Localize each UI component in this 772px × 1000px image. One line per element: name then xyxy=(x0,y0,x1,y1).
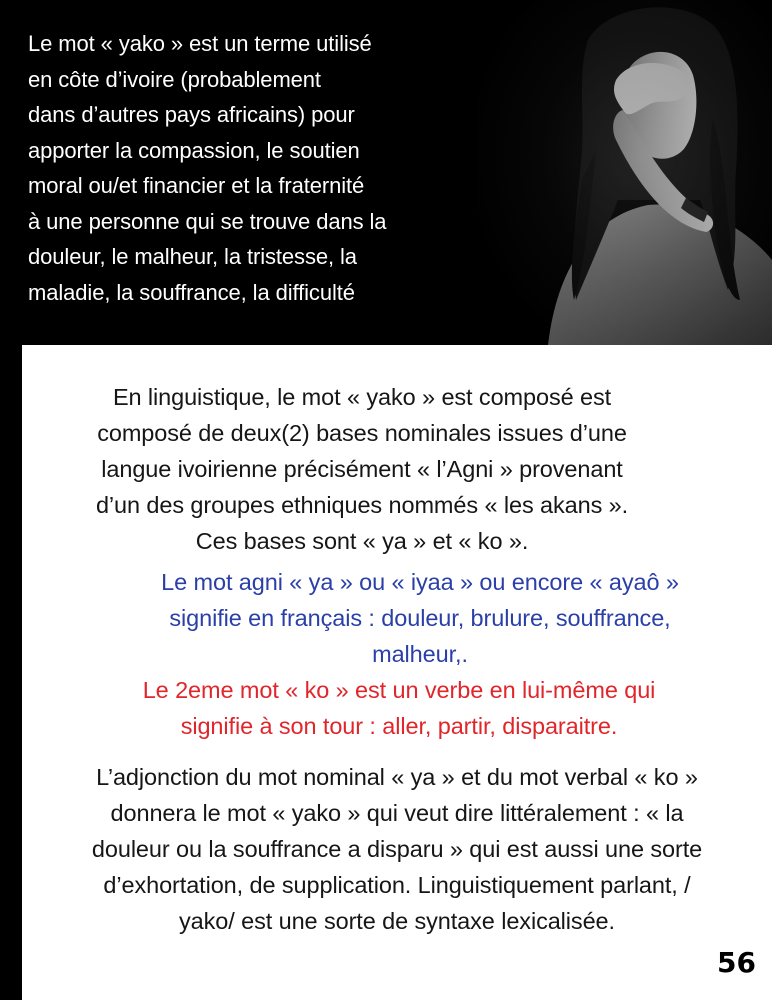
linguistics-paragraph: En linguistique, le mot « yako » est composé est composé de deux(2) bases nominales issues d’une langue ivoirienne précisément « l’Agni » provenant d’un des groupes ethniques nommés « les akans ». Ces bases sont « ya » et « ko ». xyxy=(95,384,629,554)
content-panel xyxy=(22,345,772,1000)
ko-meaning-paragraph: Le 2eme mot « ko » est un verbe en lui-même qui signifie à son tour : aller, partir, disparaitre. xyxy=(142,677,656,739)
grieving-woman-photo xyxy=(478,0,772,345)
ya-meaning-paragraph: Le mot agni « ya » ou « iyaa » ou encore « ayaô » signifie en français : douleur, brulure, souffrance, malheur,. xyxy=(161,569,679,667)
conclusion-paragraph: L’adjonction du mot nominal « ya » et du mot verbal « ko » donnera le mot « yako » qui veut dire littéralement : « la douleur ou la souffrance a disparu » qui est aussi une sorte d’exhortation, de supplication. Linguistiquement parlant, / yako/ est une sorte de syntaxe lexicalisée. xyxy=(91,764,703,934)
intro-header xyxy=(0,0,772,345)
page-number: 56 xyxy=(717,946,756,979)
intro-text: Le mot « yako » est un terme utilisé en côte d’ivoire (probablement dans d’autres pays africains) pour apporter la compassion, le soutien moral ou/et financier et la fraternité à une personne qui se trouve dans la douleur, le malheur, la tristesse, la maladie, la souffrance, la difficulté xyxy=(28,31,387,305)
